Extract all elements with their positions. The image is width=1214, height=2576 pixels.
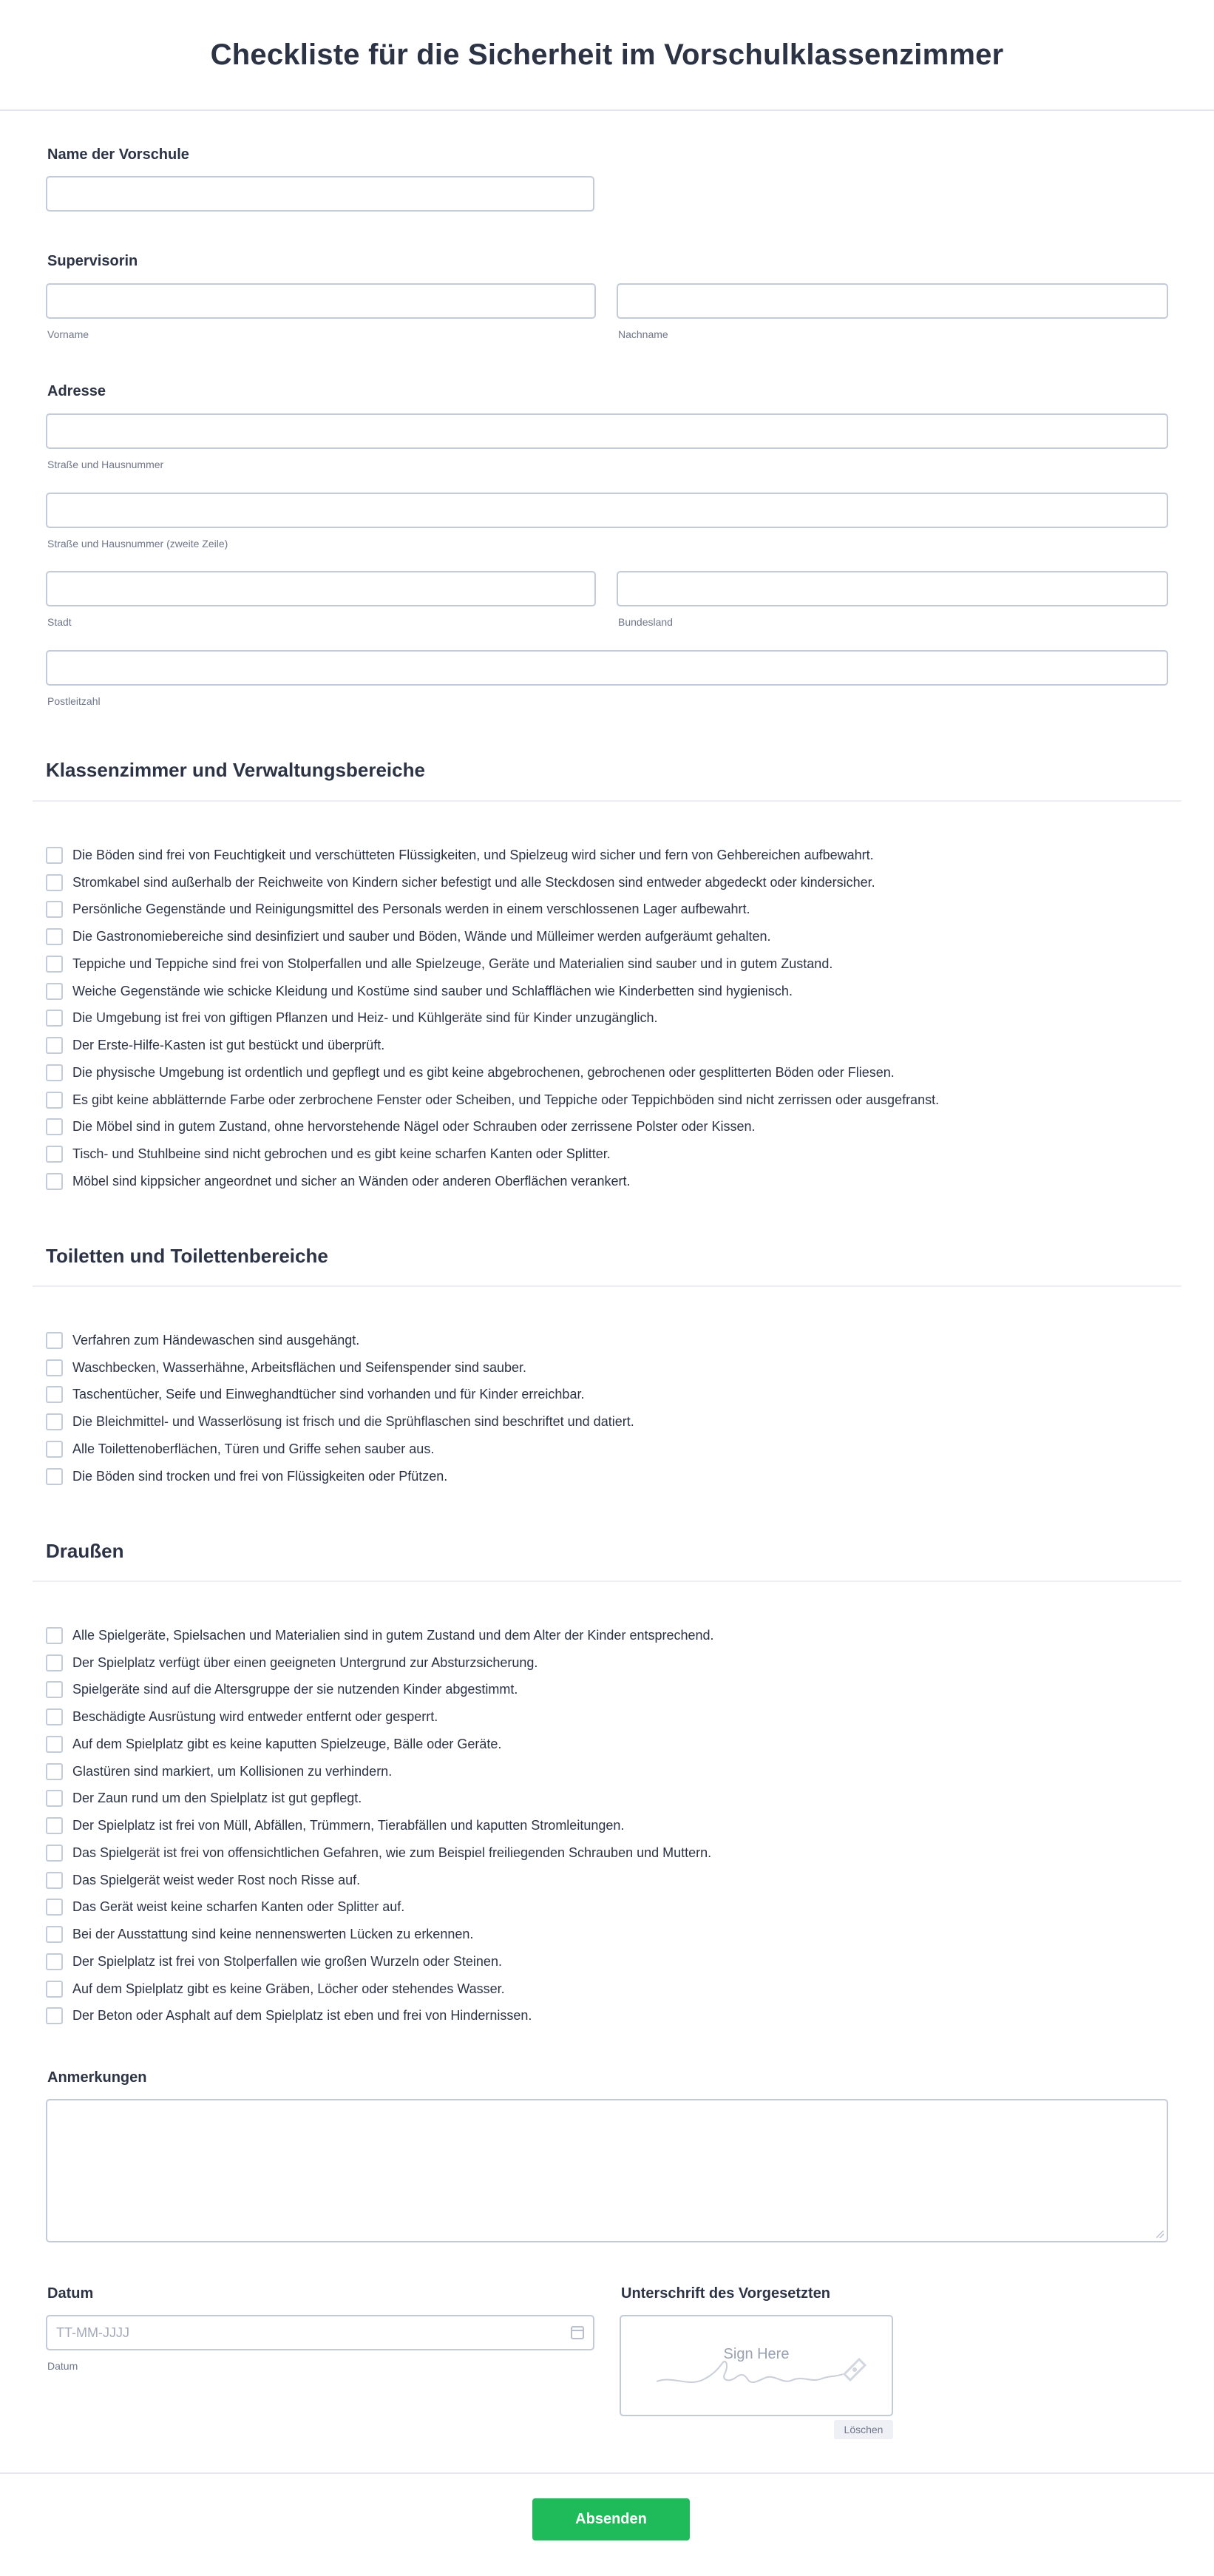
notes-label: Anmerkungen: [47, 2069, 147, 2086]
checkbox[interactable]: [46, 1817, 63, 1834]
city-input[interactable]: [46, 571, 596, 606]
checkbox[interactable]: [46, 1736, 63, 1753]
checkbox[interactable]: [46, 1845, 63, 1862]
checkbox[interactable]: [46, 874, 63, 891]
checklist-item[interactable]: Der Zaun rund um den Spielplatz ist gut gepflegt.: [46, 1787, 362, 1809]
checklist-item[interactable]: Die Böden sind frei von Feuchtigkeit und verschütteten Flüssigkeiten, und Spielzeug wird sicher und fern von Gehbereichen aufbewahrt.: [46, 844, 874, 866]
submit-button[interactable]: Absenden: [532, 2498, 690, 2540]
checkbox[interactable]: [46, 2007, 63, 2024]
checklist-item[interactable]: Das Gerät weist keine scharfen Kanten oder Splitter auf.: [46, 1896, 404, 1918]
checkbox[interactable]: [46, 983, 63, 1000]
section-divider: [33, 800, 1181, 802]
checkbox[interactable]: [46, 1953, 63, 1970]
supervisor-label: Supervisorin: [47, 253, 138, 269]
checklist-item[interactable]: Möbel sind kippsicher angeordnet und sicher an Wänden oder anderen Oberflächen verankert.: [46, 1170, 630, 1192]
checklist-item[interactable]: Spielgeräte sind auf die Altersgruppe der sie nutzenden Kinder abgestimmt.: [46, 1678, 518, 1700]
last-name-sublabel: Nachname: [618, 328, 668, 340]
checklist-item[interactable]: Die Bleichmittel- und Wasserlösung ist frisch und die Sprühflaschen sind beschriftet und datiert.: [46, 1410, 634, 1433]
checklist-item[interactable]: Bei der Ausstattung sind keine nennenswerten Lücken zu erkennen.: [46, 1923, 473, 1945]
checklist-item[interactable]: Der Erste-Hilfe-Kasten ist gut bestückt und überprüft.: [46, 1034, 384, 1056]
supervisor-first-name-input[interactable]: [46, 283, 596, 319]
date-sublabel: Datum: [47, 2360, 78, 2372]
signature-pad[interactable]: [620, 2315, 893, 2416]
checklist-item[interactable]: Auf dem Spielplatz gibt es keine kaputten Spielzeuge, Bälle oder Geräte.: [46, 1733, 501, 1755]
checkbox[interactable]: [46, 847, 63, 864]
state-input[interactable]: [617, 571, 1168, 606]
checklist-item[interactable]: Auf dem Spielplatz gibt es keine Gräben, Löcher oder stehendes Wasser.: [46, 1978, 505, 2000]
clear-signature-button[interactable]: Löschen: [834, 2420, 893, 2439]
checkbox[interactable]: [46, 956, 63, 973]
checklist-item[interactable]: Glastüren sind markiert, um Kollisionen zu verhindern.: [46, 1760, 392, 1782]
date-label: Datum: [47, 2285, 94, 2302]
first-name-sublabel: Vorname: [47, 328, 89, 340]
city-sublabel: Stadt: [47, 616, 72, 628]
section-divider: [33, 1285, 1181, 1287]
checkbox[interactable]: [46, 1926, 63, 1943]
resize-handle-icon[interactable]: [1156, 2231, 1164, 2238]
preschool-name-input[interactable]: [46, 176, 594, 212]
checkbox[interactable]: [46, 1763, 63, 1780]
checklist-item[interactable]: Die physische Umgebung ist ordentlich und gepflegt und es gibt keine abgebrochenen, gebrochenen oder gesplitterten Böden oder Fliesen.: [46, 1061, 895, 1084]
checklist-item[interactable]: Die Möbel sind in gutem Zustand, ohne hervorstehende Nägel oder Schrauben oder zerrissene Polster oder Kissen.: [46, 1115, 756, 1137]
sign-here-hint: Sign Here: [723, 2346, 790, 2362]
checkbox[interactable]: [46, 1681, 63, 1698]
checkbox[interactable]: [46, 1708, 63, 1725]
checkbox[interactable]: [46, 1037, 63, 1054]
checklist-item[interactable]: Der Spielplatz verfügt über einen geeigneten Untergrund zur Absturzsicherung.: [46, 1652, 538, 1674]
section-divider: [33, 1581, 1181, 1582]
notes-textarea[interactable]: [46, 2099, 1168, 2242]
checkbox[interactable]: [46, 1981, 63, 1998]
checklist-item[interactable]: Weiche Gegenstände wie schicke Kleidung und Kostüme sind sauber und Schlafflächen wie Kinderbetten sind hygienisch.: [46, 980, 793, 1002]
checklist-item[interactable]: Beschädigte Ausrüstung wird entweder entfernt oder gesperrt.: [46, 1705, 438, 1728]
checkbox[interactable]: [46, 901, 63, 918]
checklist-item[interactable]: Das Spielgerät weist weder Rost noch Risse auf.: [46, 1869, 360, 1891]
date-placeholder: TT-MM-JJJJ: [56, 2325, 129, 2340]
checklist-item[interactable]: Verfahren zum Händewaschen sind ausgehängt.: [46, 1329, 359, 1351]
checkbox[interactable]: [46, 1413, 63, 1430]
checkbox[interactable]: [46, 1872, 63, 1889]
signature-scribble-icon: [621, 2316, 895, 2418]
checklist-item[interactable]: Die Böden sind trocken und frei von Flüssigkeiten oder Pfützen.: [46, 1465, 447, 1487]
checklist-item[interactable]: Teppiche und Teppiche sind frei von Stolperfallen und alle Spielzeuge, Geräte und Materialien sind sauber und in gutem Zustand.: [46, 953, 832, 975]
checkbox[interactable]: [46, 1899, 63, 1916]
checkbox[interactable]: [46, 1359, 63, 1376]
checkbox[interactable]: [46, 1332, 63, 1349]
zip-sublabel: Postleitzahl: [47, 695, 101, 707]
checklist-item[interactable]: Stromkabel sind außerhalb der Reichweite von Kindern sicher befestigt und alle Steckdosen sind entweder abgedeckt oder kindersicher.: [46, 871, 875, 893]
street-line2-input[interactable]: [46, 493, 1168, 528]
checklist-item[interactable]: Der Spielplatz ist frei von Stolperfallen wie großen Wurzeln oder Steinen.: [46, 1950, 502, 1972]
checkbox[interactable]: [46, 1468, 63, 1485]
checkbox[interactable]: [46, 1654, 63, 1671]
checklist-item[interactable]: Es gibt keine abblätternde Farbe oder zerbrochene Fenster oder Scheiben, und Teppiche oder Teppichböden sind nicht zerrissen oder ausgefranst.: [46, 1089, 939, 1111]
preschool-name-label: Name der Vorschule: [47, 146, 189, 163]
checklist-item[interactable]: Der Beton oder Asphalt auf dem Spielplatz ist eben und frei von Hindernissen.: [46, 2004, 532, 2026]
checklist-item[interactable]: Waschbecken, Wasserhähne, Arbeitsflächen und Seifenspender sind sauber.: [46, 1356, 526, 1379]
checkbox[interactable]: [46, 1627, 63, 1644]
checklist-item[interactable]: Der Spielplatz ist frei von Müll, Abfällen, Trümmern, Tierabfällen und kaputten Stromleitungen.: [46, 1814, 624, 1836]
section-title-outdoors: Draußen: [46, 1540, 124, 1562]
date-input[interactable]: [46, 2315, 594, 2350]
checklist-item[interactable]: Die Umgebung ist frei von giftigen Pflanzen und Heiz- und Kühlgeräte sind für Kinder unzugänglich.: [46, 1007, 657, 1029]
section-title-restrooms: Toiletten und Toilettenbereiche: [46, 1245, 328, 1267]
street-input[interactable]: [46, 413, 1168, 449]
checkbox[interactable]: [46, 1386, 63, 1403]
street-sublabel: Straße und Hausnummer: [47, 459, 164, 470]
checkbox[interactable]: [46, 1092, 63, 1109]
checkbox[interactable]: [46, 928, 63, 945]
state-sublabel: Bundesland: [618, 616, 673, 628]
checklist-item[interactable]: Alle Toilettenoberflächen, Türen und Griffe sehen sauber aus.: [46, 1438, 434, 1460]
supervisor-last-name-input[interactable]: [617, 283, 1168, 319]
signature-label: Unterschrift des Vorgesetzten: [621, 2285, 831, 2302]
form-title: Checkliste für die Sicherheit im Vorschulklassenzimmer: [210, 38, 1004, 71]
checkbox[interactable]: [46, 1064, 63, 1081]
section-title-classroom: Klassenzimmer und Verwaltungsbereiche: [46, 759, 425, 781]
checkbox[interactable]: [46, 1146, 63, 1163]
checklist-item[interactable]: Alle Spielgeräte, Spielsachen und Materialien sind in gutem Zustand und dem Alter der Kinder entsprechend.: [46, 1624, 714, 1646]
checklist-item[interactable]: Taschentücher, Seife und Einweghandtücher sind vorhanden und für Kinder erreichbar.: [46, 1383, 584, 1405]
checklist-item[interactable]: Persönliche Gegenstände und Reinigungsmittel des Personals werden in einem verschlossenen Lager aufbewahrt.: [46, 898, 750, 920]
calendar-icon[interactable]: [571, 2326, 584, 2339]
checkbox[interactable]: [46, 1010, 63, 1027]
checklist-item[interactable]: Das Spielgerät ist frei von offensichtlichen Gefahren, wie zum Beispiel freiliegenden Schrauben und Muttern.: [46, 1842, 711, 1864]
checkbox[interactable]: [46, 1173, 63, 1190]
checkbox[interactable]: [46, 1118, 63, 1135]
street-line2-sublabel: Straße und Hausnummer (zweite Zeile): [47, 538, 228, 550]
checklist-item[interactable]: Tisch- und Stuhlbeine sind nicht gebrochen und es gibt keine scharfen Kanten oder Splitter.: [46, 1143, 611, 1165]
zip-input[interactable]: [46, 650, 1168, 686]
footer-divider: [0, 2472, 1214, 2474]
address-label: Adresse: [47, 383, 106, 399]
checklist-item[interactable]: Die Gastronomiebereiche sind desinfiziert und sauber und Böden, Wände und Mülleimer werden aufgeräumt gehalten.: [46, 925, 771, 947]
checkbox[interactable]: [46, 1441, 63, 1458]
checkbox[interactable]: [46, 1790, 63, 1807]
form-header: [0, 0, 1214, 111]
